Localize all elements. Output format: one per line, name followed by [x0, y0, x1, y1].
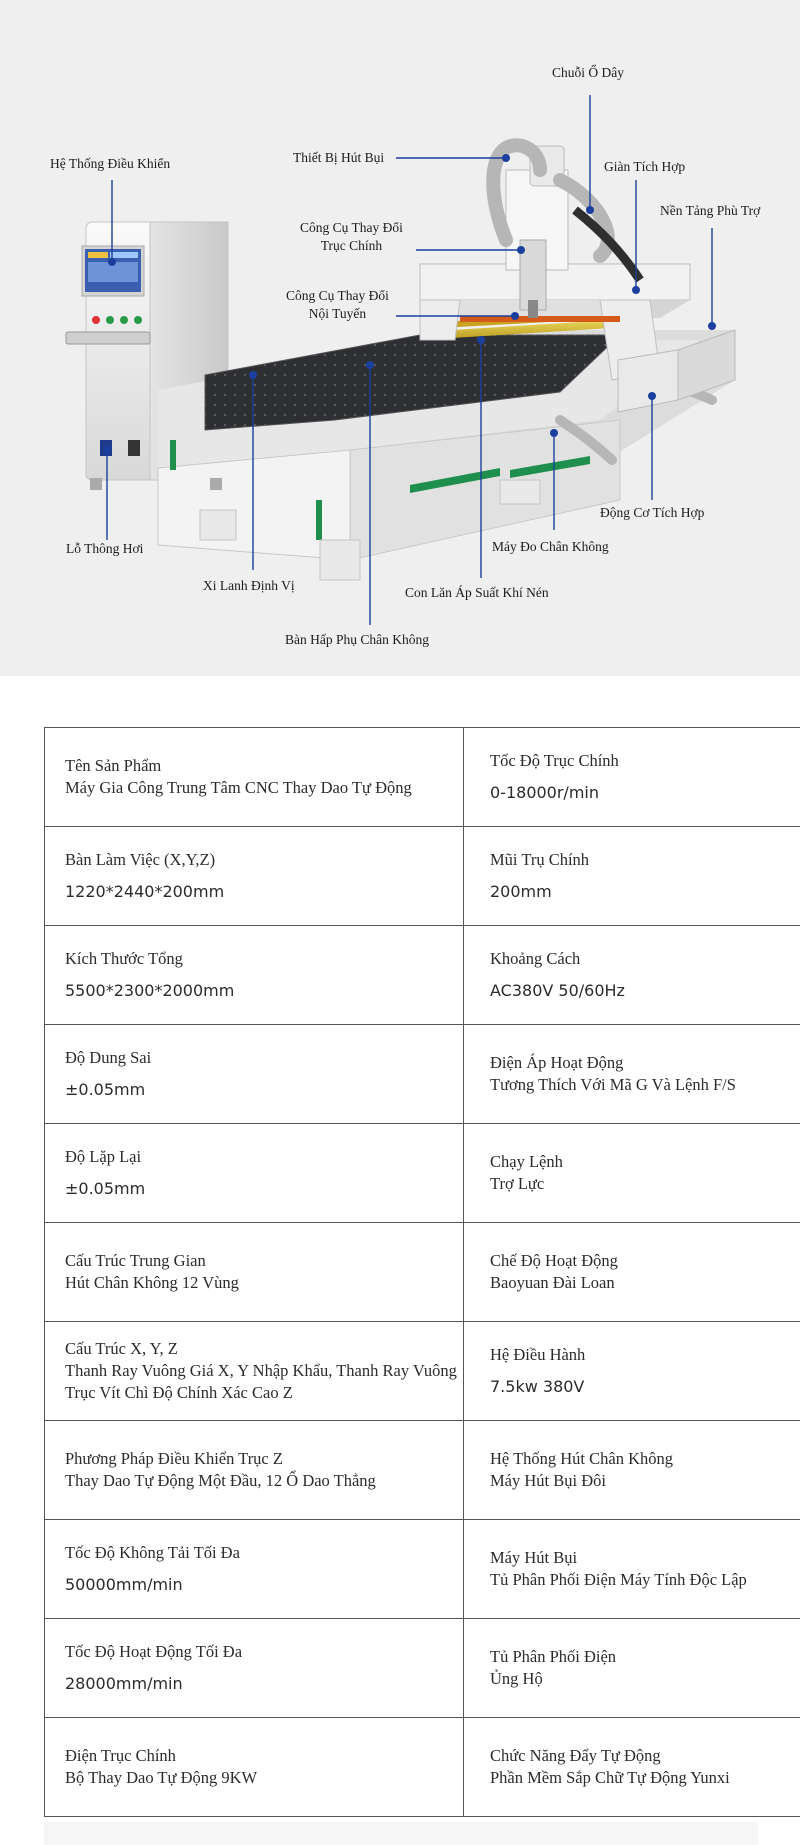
- spec-value: ±0.05mm: [65, 1080, 146, 1099]
- spec-cell: [464, 1223, 800, 1322]
- callout-inline-tool-changer: Công Cụ Thay Đổi Nội Tuyến: [286, 288, 389, 321]
- spec-label: Khoảng Cách: [490, 949, 581, 968]
- callout-positioning-cylinder: Xi Lanh Định Vị: [203, 578, 295, 593]
- spec-cell: [464, 827, 800, 926]
- spec-label: Chạy Lệnh: [490, 1152, 563, 1171]
- spec-value: Máy Gia Công Trung Tâm CNC Thay Dao Tự Động: [65, 778, 412, 797]
- bottom-strip: [44, 1822, 758, 1845]
- spec-cell: [464, 728, 800, 827]
- spec-label: Điện Trục Chính: [65, 1746, 176, 1765]
- spec-table: [44, 727, 800, 1817]
- spec-label: Mũi Trụ Chính: [490, 850, 590, 869]
- callout-integrated-gantry: Giàn Tích Hợp: [604, 159, 686, 174]
- spec-value: Phần Mềm Sắp Chữ Tự Động Yunxi: [490, 1768, 730, 1787]
- callout-auxiliary-platform: Nền Tảng Phù Trợ: [660, 203, 761, 218]
- spec-cell: [45, 1223, 464, 1322]
- spec-cell: [464, 1421, 800, 1520]
- spec-value: Trợ Lực: [490, 1174, 545, 1193]
- spec-label: Máy Hút Bụi: [490, 1548, 578, 1567]
- cnc-machine-illustration: [0, 0, 800, 676]
- spec-row: [45, 728, 800, 827]
- spec-label: Độ Dung Sai: [65, 1048, 152, 1067]
- spec-row: [45, 1025, 800, 1124]
- callout-air-vent: Lỗ Thông Hơi: [66, 541, 144, 556]
- spec-cell: [45, 1421, 464, 1520]
- spec-cell: [45, 827, 464, 926]
- spec-value: 7.5kw 380V: [490, 1377, 585, 1396]
- spec-label: Hệ Thống Hút Chân Không: [490, 1449, 674, 1468]
- spec-row: [45, 1520, 800, 1619]
- spec-row: [45, 1421, 800, 1520]
- spec-row: [45, 1718, 800, 1817]
- spec-row: [45, 1124, 800, 1223]
- spec-value: Tủ Phân Phối Điện Máy Tính Độc Lập: [490, 1570, 747, 1589]
- spec-cell: [45, 1619, 464, 1718]
- spec-cell: [464, 926, 800, 1025]
- spec-value: 50000mm/min: [65, 1575, 183, 1594]
- spec-value: Baoyuan Đài Loan: [490, 1273, 615, 1292]
- spec-label: Tên Sản Phẩm: [65, 756, 162, 775]
- spec-value: Bộ Thay Dao Tự Động 9KW: [65, 1768, 258, 1787]
- spec-row: [45, 1619, 800, 1718]
- machine-diagram: [0, 0, 800, 676]
- spec-row: [45, 926, 800, 1025]
- spec-cell: [464, 1718, 800, 1817]
- spec-label: Tủ Phân Phối Điện: [490, 1647, 617, 1666]
- spec-cell: [45, 728, 464, 827]
- spec-value: ±0.05mm: [65, 1179, 146, 1198]
- spec-value: Máy Hút Bụi Đôi: [490, 1471, 606, 1490]
- spec-label: Chế Độ Hoạt Động: [490, 1251, 618, 1270]
- callout-cable-chain: Chuỗi Ổ Dây: [552, 65, 624, 80]
- spec-value: Thanh Ray Vuông Giá X, Y Nhập Khẩu, Thanh Ray Vuông Trục Vít Chì Độ Chính Xác Cao Z: [65, 1361, 457, 1402]
- spec-label: Chức Năng Đẩy Tự Động: [490, 1746, 661, 1765]
- spec-value: AC380V 50/60Hz: [490, 981, 625, 1000]
- callout-vacuum-table: Bàn Hấp Phụ Chân Không: [285, 632, 429, 647]
- spec-label: Cấu Trúc Trung Gian: [65, 1251, 206, 1270]
- spec-cell: [45, 1025, 464, 1124]
- spec-value: 1220*2440*200mm: [65, 882, 225, 901]
- spec-cell: [45, 1718, 464, 1817]
- spec-cell: [464, 1322, 800, 1421]
- spec-row: [45, 827, 800, 926]
- spec-label: Độ Lặp Lại: [65, 1147, 142, 1166]
- spec-label: Bàn Làm Việc (X,Y,Z): [65, 850, 216, 869]
- spec-cell: [464, 1124, 800, 1223]
- spec-label: Hệ Điều Hành: [490, 1345, 586, 1364]
- spec-label: Tốc Độ Không Tải Tối Đa: [65, 1543, 240, 1562]
- spec-label: Phương Pháp Điều Khiển Trục Z: [65, 1449, 283, 1468]
- spec-value: Hút Chân Không 12 Vùng: [65, 1273, 239, 1292]
- spec-label: Tốc Độ Trục Chính: [490, 751, 619, 770]
- spec-value: 200mm: [490, 882, 552, 901]
- spec-row: [45, 1223, 800, 1322]
- callout-vacuum-gauge: Máy Đo Chân Không: [492, 539, 609, 554]
- spec-label: Cấu Trúc X, Y, Z: [65, 1339, 178, 1358]
- spec-label: Kích Thước Tổng: [65, 949, 183, 968]
- spec-row: [45, 1322, 800, 1421]
- callout-pneumatic-roller: Con Lăn Áp Suất Khí Nén: [405, 585, 549, 600]
- callout-dust-collector: Thiết Bị Hút Bụi: [293, 150, 385, 165]
- spec-label: Điện Áp Hoạt Động: [490, 1053, 624, 1072]
- spec-cell: [45, 926, 464, 1025]
- spec-label: Tốc Độ Hoạt Động Tối Đa: [65, 1642, 243, 1661]
- spec-value: 0-18000r/min: [490, 783, 599, 802]
- spec-cell: [45, 1124, 464, 1223]
- spec-cell: [45, 1322, 464, 1421]
- spec-value: Thay Dao Tự Động Một Đầu, 12 Ổ Dao Thẳng: [65, 1471, 376, 1490]
- spec-value: 5500*2300*2000mm: [65, 981, 235, 1000]
- callout-spindle-tool-changer: Công Cụ Thay Đổi Trục Chính: [300, 220, 403, 253]
- callout-control-system: Hệ Thống Điều Khiển: [50, 156, 171, 171]
- spec-cell: [464, 1025, 800, 1124]
- spec-value: Ủng Hộ: [490, 1669, 543, 1688]
- spec-cell: [45, 1520, 464, 1619]
- callout-integrated-motor: Động Cơ Tích Hợp: [600, 505, 705, 520]
- spec-value: 28000mm/min: [65, 1674, 183, 1693]
- spec-cell: [464, 1520, 800, 1619]
- spec-value: Tương Thích Với Mã G Và Lệnh F/S: [490, 1075, 736, 1094]
- spec-cell: [464, 1619, 800, 1718]
